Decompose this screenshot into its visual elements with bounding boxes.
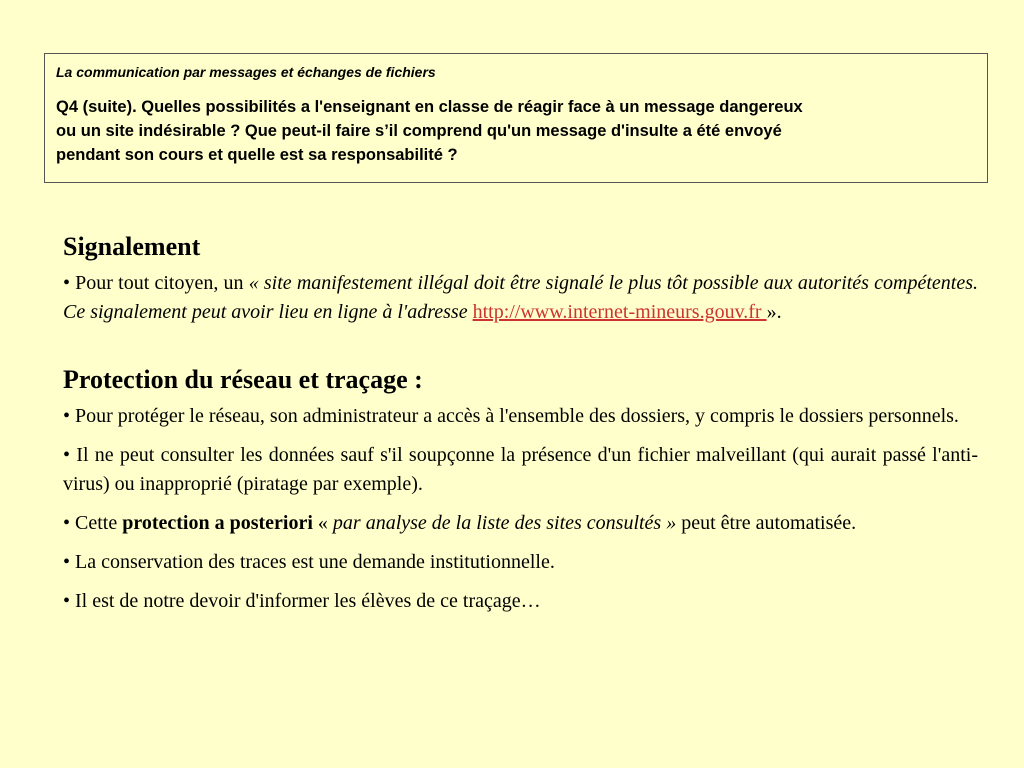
signalement-suffix: ».: [766, 301, 782, 323]
header-subtitle: La communication par messages et échanges de fichiers: [56, 64, 436, 80]
protection-item-3-bold: protection a posteriori: [122, 512, 313, 534]
section-title-signalement: Signalement: [63, 232, 201, 261]
protection-item-3-suffix: peut être automatisée.: [676, 512, 857, 534]
signalement-quote: « site manifestement illégal doit être signalé le plus tôt possible aux autorités compétentes. Ce signalement peut avoir lieu en ligne à l'adresse: [63, 272, 978, 323]
protection-item-3-italic: par analyse de la liste des sites consultés »: [332, 512, 677, 534]
signalement-link[interactable]: http://www.internet-mineurs.gouv.fr: [472, 301, 767, 323]
section-title-protection: Protection du réseau et traçage :: [63, 365, 423, 394]
header-question: Q4 (suite). Quelles possibilités a l'enseignant en classe de réagir face à un message dangereux ou un site indésirable ? Que peut-il faire s’il comprend qu'un message d'insulte a été envoyé pendant son cours et quelle est sa responsabilité ?: [56, 98, 803, 164]
protection-item-4: • La conservation des traces est une demande institutionnelle.: [63, 551, 555, 573]
protection-item-3: [63, 509, 978, 538]
protection-item-2: • Il ne peut consulter les données sauf s'il soupçonne la présence d'un fichier malveillant (qui aurait passé l'anti-virus) ou inapproprié (piratage par exemple).: [63, 444, 978, 495]
protection-item-3-mid: «: [312, 512, 333, 534]
main-content: [63, 228, 978, 616]
protection-item-1: • Pour protéger le réseau, son administrateur a accès à l'ensemble des dossiers, y compris le dossiers personnels.: [63, 405, 959, 427]
protection-item-5: • Il est de notre devoir d'informer les élèves de ce traçage…: [63, 590, 541, 612]
header-box: [44, 53, 988, 183]
signalement-paragraph: [63, 269, 978, 327]
signalement-prefix: • Pour tout citoyen, un: [63, 272, 249, 294]
protection-item-3-prefix: • Cette: [63, 512, 123, 534]
